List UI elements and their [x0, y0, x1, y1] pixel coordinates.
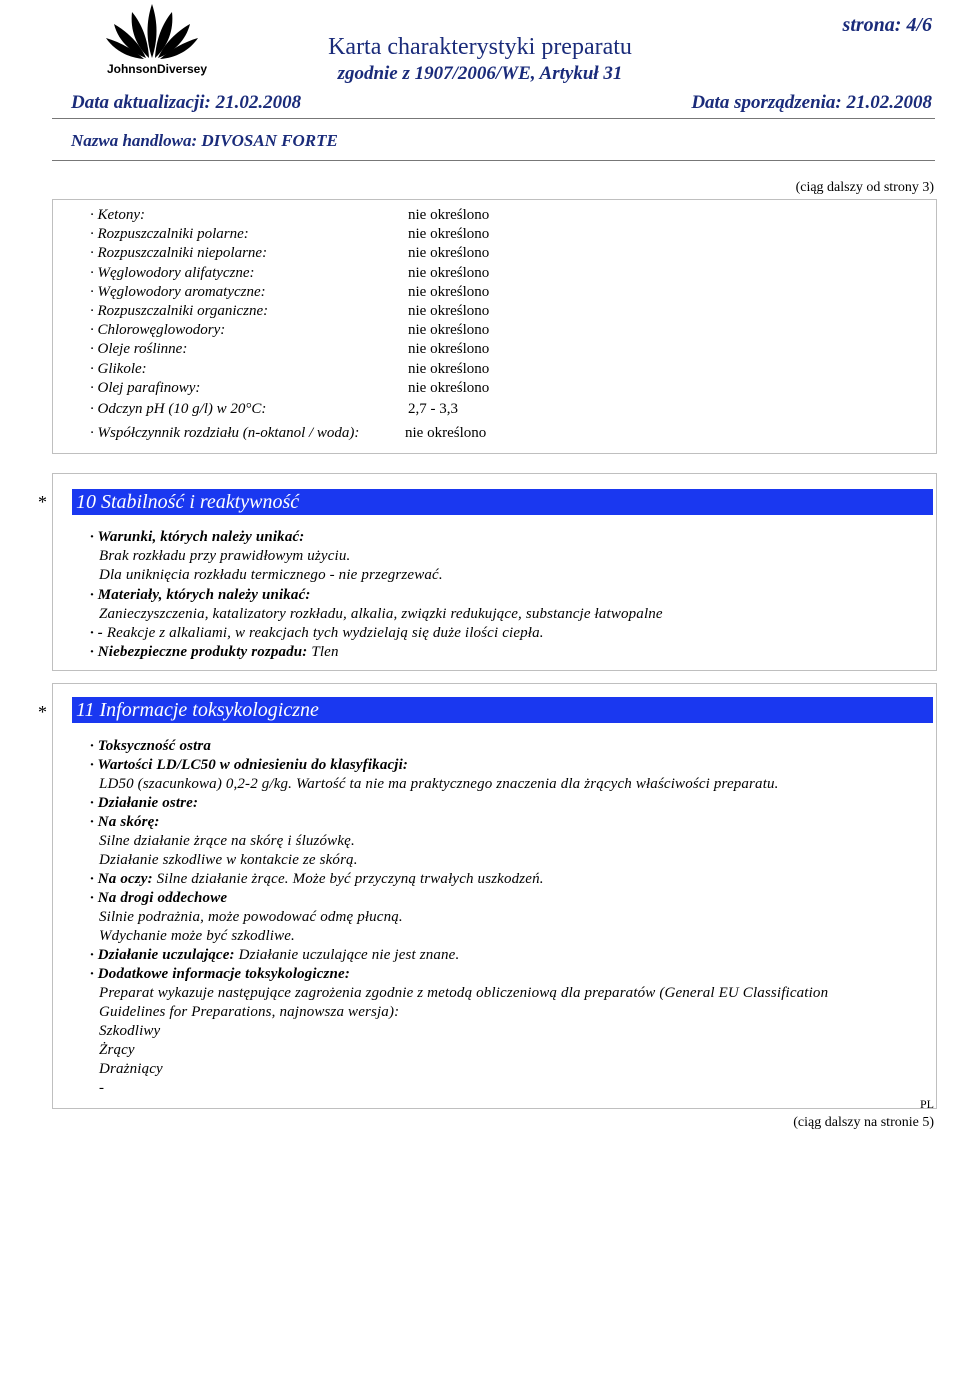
trade-name: Nazwa handlowa: DIVOSAN FORTE	[71, 131, 338, 150]
s11-line: Silnie podrażnia, może powodować odmę płucną.	[99, 909, 403, 925]
property-value: nie określono	[408, 207, 490, 223]
s11-line: · Działanie ostre:	[90, 795, 199, 811]
property-label: · Glikole:	[90, 361, 147, 377]
document-title: Karta charakterystyki preparatu	[328, 34, 632, 60]
property-label: · Ketony:	[90, 207, 145, 223]
s11-line: · Na skórę:	[90, 814, 160, 830]
s11-line: · Działanie uczulające: Działanie uczulające nie jest znane.	[90, 947, 460, 963]
s11-line: Działanie szkodliwe w kontakcie ze skórą.	[99, 852, 358, 868]
property-label: · Rozpuszczalniki niepolarne:	[90, 245, 268, 261]
change-marker: *	[38, 702, 47, 722]
language-code: PL	[919, 1097, 934, 1111]
property-label: · Węglowodory alifatyczne:	[90, 265, 255, 281]
property-value: nie określono	[408, 284, 490, 300]
property-value: nie określono	[408, 303, 490, 319]
s10-line: Zanieczyszczenia, katalizatory rozkładu, alkalia, związki redukujące, substancje łatwopalne	[99, 606, 663, 622]
property-value: nie określono	[408, 341, 490, 357]
header-divider	[52, 118, 935, 119]
document-subtitle: zgodnie z 1907/2006/WE, Artykuł 31	[337, 63, 623, 84]
section10-heading: 10 Stabilność i reaktywność	[72, 489, 933, 515]
property-value: nie określono	[408, 265, 490, 281]
s11-line: Żrący	[99, 1042, 135, 1058]
property-value: nie określono	[408, 380, 490, 396]
s11-line: Wdychanie może być szkodliwe.	[99, 928, 295, 944]
property-value: nie określono	[408, 245, 490, 261]
property-label: · Odczyn pH (10 g/l) w 20°C:	[90, 401, 267, 417]
property-label: · Rozpuszczalniki organiczne:	[90, 303, 269, 319]
s11-line: · Na oczy: Silne działanie żrące. Może być przyczyną trwałych uszkodzeń.	[90, 871, 544, 887]
s10-line: · - Reakcje z alkaliami, w reakcjach tych wydzielają się duże ilości ciepła.	[90, 625, 544, 641]
s11-line: Guidelines for Preparations, najnowsza wersja):	[99, 1004, 400, 1020]
header-divider-2	[52, 160, 935, 161]
s10-line: · Warunki, których należy unikać:	[90, 529, 305, 545]
change-marker: *	[38, 492, 47, 512]
partition-value: nie określono	[405, 425, 487, 441]
s11-line: -	[99, 1080, 105, 1096]
property-label: · Rozpuszczalniki polarne:	[90, 226, 249, 242]
property-label: · Olej parafinowy:	[90, 380, 201, 396]
continued-from: (ciąg dalszy od strony 3)	[795, 180, 934, 195]
section11-heading: 11 Informacje toksykologiczne	[72, 697, 933, 723]
s10-line: Brak rozkładu przy prawidłowym użyciu.	[99, 548, 351, 564]
property-value: nie określono	[408, 226, 490, 242]
page-number: strona: 4/6	[842, 14, 932, 36]
s10-line: · Materiały, których należy unikać:	[90, 587, 311, 603]
s11-line: Drażniący	[99, 1061, 163, 1077]
property-value: 2,7 - 3,3	[408, 401, 458, 417]
brand-name: JohnsonDiversey	[106, 62, 208, 76]
s11-line: · Na drogi oddechowe	[90, 890, 228, 906]
partition-label: · Współczynnik rozdziału (n-oktanol / woda):	[90, 425, 360, 441]
property-value: nie określono	[408, 361, 490, 377]
creation-date: Data sporządzenia: 21.02.2008	[691, 92, 932, 113]
property-label: · Chlorowęglowodory:	[90, 322, 226, 338]
property-label: · Węglowodory aromatyczne:	[90, 284, 266, 300]
property-value: nie określono	[408, 322, 490, 338]
s11-line: · Toksyczność ostra	[90, 738, 212, 754]
update-date: Data aktualizacji: 21.02.2008	[71, 92, 302, 113]
s11-line: Preparat wykazuje następujące zagrożenia zgodnie z metodą obliczeniową dla preparatów (General EU Classification	[99, 985, 829, 1001]
s11-line: Szkodliwy	[99, 1023, 161, 1039]
property-label: · Oleje roślinne:	[90, 341, 188, 357]
lotus-icon	[92, 0, 212, 62]
s11-line: · Dodatkowe informacje toksykologiczne:	[90, 966, 350, 982]
s11-line: Silne działanie żrące na skórę i śluzówkę.	[99, 833, 355, 849]
s11-line: LD50 (szacunkowa) 0,2-2 g/kg. Wartość ta nie ma praktycznego znaczenia dla żrących właściwości preparatu.	[99, 776, 779, 792]
s11-line: · Wartości LD/LC50 w odniesieniu do klasyfikacji:	[90, 757, 409, 773]
s10-line: · Niebezpieczne produkty rozpadu: Tlen	[90, 644, 339, 660]
s10-line: Dla uniknięcia rozkładu termicznego - nie przegrzewać.	[99, 567, 443, 583]
continued-to: (ciąg dalszy na stronie 5)	[793, 1115, 934, 1130]
